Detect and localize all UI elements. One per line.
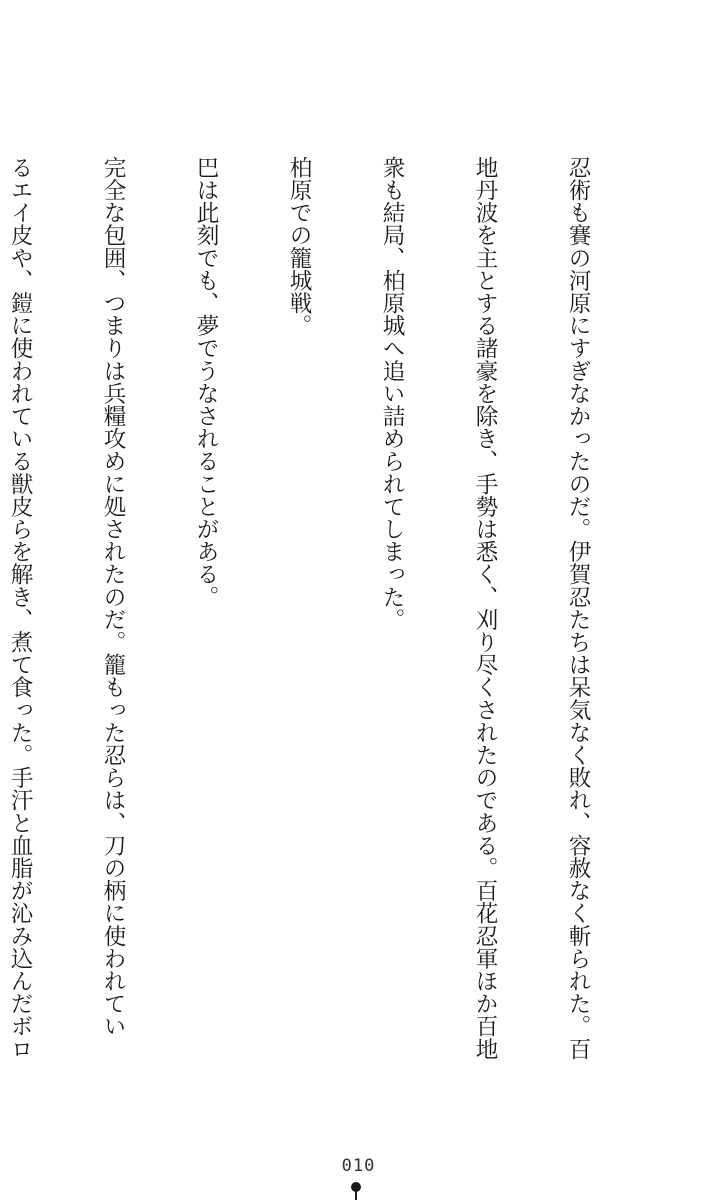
text-line: 巴は此刻でも、夢でうなされることがある。 (193, 156, 219, 608)
text-line: 完全な包囲、つまりは兵糧攻めに処されたのだ。籠もった忍らは、刀の柄に使われてい (100, 156, 126, 1038)
text-line: 衆も結局、柏原城へ追い詰められてしまった。 (379, 156, 405, 631)
text-line: 柏原での籠城戦。 (286, 156, 312, 337)
folio-line-icon (355, 1190, 357, 1200)
text-line: 忍術も賽の河原にすぎなかったのだ。伊賀忍たちは呆気なく敗れ、容赦なく斬られた。百 (565, 156, 591, 1060)
body-text (0, 156, 655, 1060)
text-line: るエイ皮や、鎧に使われている獣皮らを解き、煮て食った。手汗と血脂が沁み込んだボロ (7, 156, 33, 1060)
page-number: 010 (341, 1156, 376, 1176)
text-line: 地丹波を主とする諸豪を除き、手勢は悉く、刈り尽くされたのである。百花忍軍ほか百地 (472, 156, 498, 1060)
